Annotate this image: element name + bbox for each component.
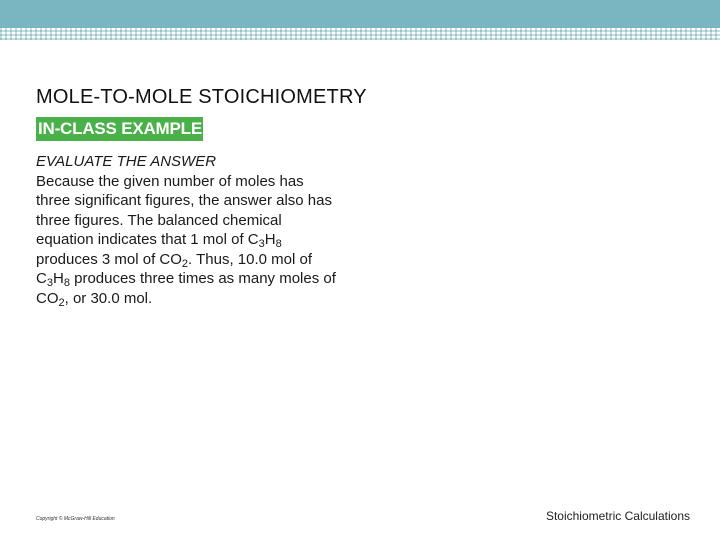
body-text-part: produces three times as many moles of CO (36, 270, 336, 307)
copyright-notice: Copyright © McGraw-Hill Education (36, 516, 115, 522)
body-text-part: Because the given number of moles has three significant figures, the answer also has three figures. The balanced chemical equation indicates that 1 mol of C (36, 172, 332, 248)
subscript: 3 (258, 238, 265, 250)
top-dot-pattern (0, 28, 720, 40)
body-text-part: produces 3 mol of CO (36, 250, 182, 268)
body-text-part: H (52, 270, 64, 287)
in-class-example-badge: IN-CLASS EXAMPLE (36, 117, 203, 141)
top-bar (0, 0, 720, 28)
explanation-text (36, 152, 336, 308)
subscript: 2 (58, 296, 65, 309)
subscript: 8 (275, 238, 282, 250)
subscript: 2 (181, 257, 189, 270)
subscript: 3 (46, 277, 53, 289)
section-heading: EVALUATE THE ANSWER (36, 153, 217, 170)
slide-title: MOLE-TO-MOLE STOICHIOMETRY (36, 86, 367, 108)
footer-topic: Stoichiometric Calculations (545, 509, 690, 523)
body-text-part: H (264, 231, 276, 248)
body-text-part: , or 30.0 mol. (64, 289, 153, 307)
subscript: 8 (63, 277, 70, 289)
body-text-part: . Thus, 10.0 mol of C (36, 250, 312, 287)
